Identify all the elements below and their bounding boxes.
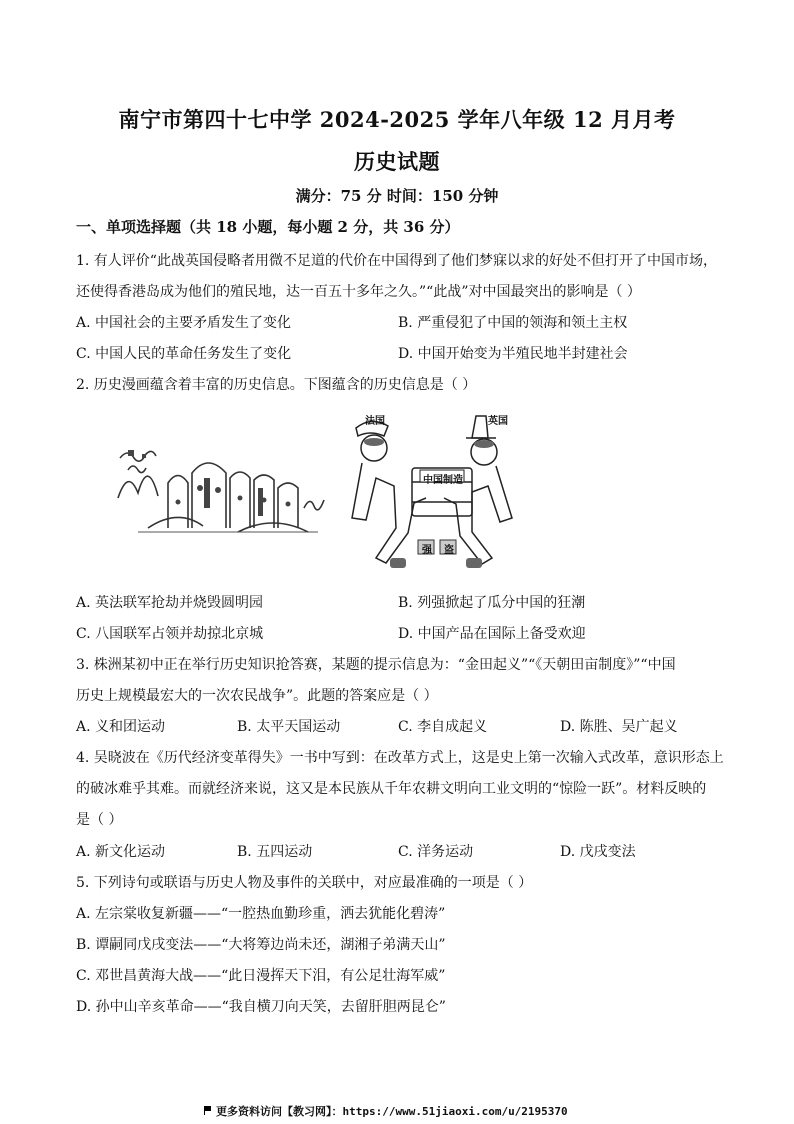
q3-option-a: A. 义和团运动 [76, 719, 166, 735]
q1-option-d: D. 中国开始变为半殖民地半封建社会 [398, 346, 628, 362]
cartoon-tag-1: 强 [422, 545, 432, 556]
q4-line-3: 是（ ） [76, 812, 123, 828]
q4-option-d: D. 戊戌变法 [560, 844, 636, 860]
exam-title: 南宁市第四十七中学 2024-2025 学年八年级 12 月月考 [118, 107, 676, 132]
q4-line-2: 的破冰难乎其难。而就经济来说，这又是本民族从千年农耕文明向工业文明的“惊险一跃”。材料反映的 [76, 781, 707, 797]
flag-icon [204, 1106, 212, 1115]
q5-option-c: C. 邓世昌黄海大战——“此日漫挥天下泪，有公足壮海军威” [76, 968, 446, 984]
cartoon-label-france: 法国 [365, 416, 385, 427]
q3-option-d: D. 陈胜、吴广起义 [560, 719, 678, 735]
q4-option-a: A. 新文化运动 [76, 844, 166, 860]
subject-title: 历史试题 [354, 149, 440, 174]
q1-option-c: C. 中国人民的革命任务发生了变化 [76, 346, 292, 362]
q1-line-2: 还使得香港岛成为他们的殖民地，达一百五十多年之久。”“此战”对中国最突出的影响是（ ） [76, 284, 641, 300]
q4-option-b: B. 五四运动 [237, 844, 313, 860]
q3-option-b: B. 太平天国运动 [237, 719, 341, 735]
q1-line-1: 1. 有人评价“此战英国侵略者用微不足道的代价在中国得到了他们梦寐以求的好处不但打开了中国市场， [76, 253, 717, 269]
q4-option-c: C. 洋务运动 [398, 844, 474, 860]
exam-meta: 满分：75 分 时间：150 分钟 [295, 187, 499, 205]
section-heading: 一、单项选择题（共 18 小题，每小题 2 分，共 36 分） [76, 218, 460, 236]
q1-option-b: B. 严重侵犯了中国的领海和领土主权 [398, 315, 628, 331]
q1-option-a: A. 中国社会的主要矛盾发生了变化 [76, 315, 292, 331]
q4-line-1: 4. 吴晓波在《历代经济变革得失》一书中写到：在改革方式上，这是史上第一次输入式改革，意识形态上 [76, 750, 724, 766]
footer-link[interactable] [204, 1103, 568, 1119]
cartoon-label-britain: 英国 [488, 416, 508, 427]
q3-line-1: 3. 株洲某初中正在举行历史知识抢答赛，某题的提示信息为：“金田起义”“《天朝田亩制度》”“中国 [76, 657, 676, 673]
q2-option-d: D. 中国产品在国际上备受欢迎 [398, 626, 586, 642]
q5-option-b: B. 谭嗣同戊戌变法——“大将筹边尚未还，湖湘子弟满天山” [76, 937, 446, 953]
q5-option-a: A. 左宗棠收复新疆——“一腔热血勤珍重，洒去犹能化碧涛” [76, 906, 446, 922]
footer-text[interactable]: 更多资料访问【教习网】：https://www.51jiaoxi.com/u/2195370 [216, 1105, 568, 1118]
q5-option-d: D. 孙中山辛亥革命——“我自横刀向天笑，去留肝胆两昆仑” [76, 999, 446, 1015]
cartoon-tag-2: 盗 [444, 545, 454, 556]
q5-line-1: 5. 下列诗句或联语与历史人物及事件的关联中，对应最准确的一项是（ ） [76, 875, 533, 891]
q2-option-b: B. 列强掀起了瓜分中国的狂潮 [398, 595, 586, 611]
q2-line-1: 2. 历史漫画蕴含着丰富的历史信息。下图蕴含的历史信息是（ ） [76, 377, 477, 393]
q2-option-c: C. 八国联军占领并劫掠北京城 [76, 626, 264, 642]
cartoon-illustration [336, 408, 532, 584]
q2-option-a: A. 英法联军抢劫并烧毁圆明园 [76, 595, 264, 611]
ruins-illustration [108, 428, 330, 540]
cartoon-box-text: 中国制造 [423, 475, 463, 486]
q3-option-c: C. 李自成起义 [398, 719, 488, 735]
q3-line-2: 历史上规模最宏大的一次农民战争”。此题的答案应是（ ） [76, 688, 438, 704]
